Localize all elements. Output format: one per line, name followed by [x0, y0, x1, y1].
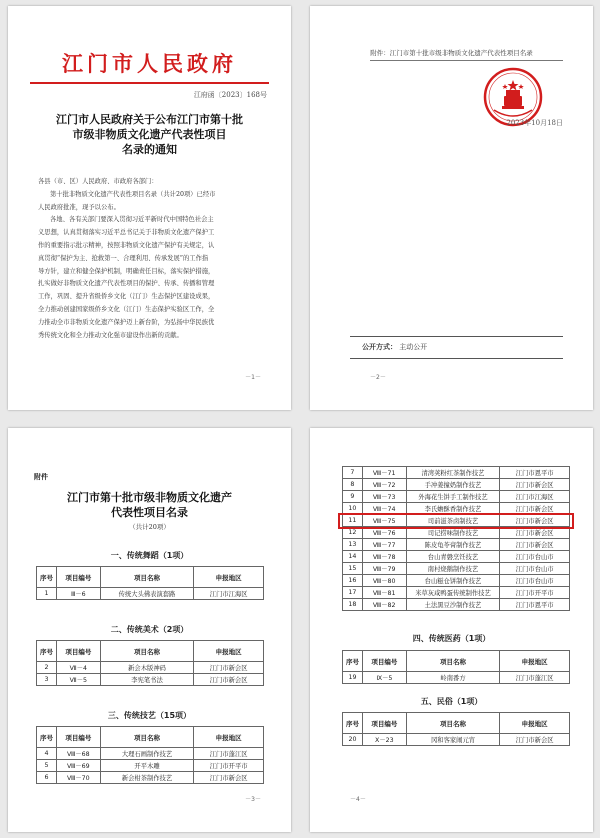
- cell-region: 江门市新会区: [500, 479, 570, 491]
- cell-seq: 5: [37, 760, 57, 772]
- cell-project: 开平木雕: [100, 760, 194, 772]
- document-page-2: [310, 6, 593, 410]
- cell-region: 江门市江海区: [500, 491, 570, 503]
- notice-title-line: 名录的通知: [122, 143, 177, 156]
- cell-region: 江门市台山市: [500, 563, 570, 575]
- cell-region: 江门市新会区: [194, 772, 264, 784]
- cell-seq: 15: [343, 563, 363, 575]
- footer-rule: [350, 358, 563, 359]
- disclosure-label: 公开方式：: [362, 342, 397, 351]
- cell-project: 新会柑茶制作技艺: [100, 772, 194, 784]
- cell-code: Ⅷ－73: [362, 491, 406, 503]
- cell-region: 江门市新会区: [500, 527, 570, 539]
- list-title-line: 代表性项目名录: [111, 506, 188, 519]
- cell-region: 江门市新会区: [500, 734, 570, 746]
- table-row: [343, 491, 570, 503]
- cell-seq: 16: [343, 575, 363, 587]
- cell-region: 江门市江海区: [194, 588, 264, 600]
- cell-code: Ⅸ－5: [362, 672, 406, 684]
- table-row: [343, 672, 570, 684]
- cell-project: 陈皮龟苓膏制作技艺: [406, 539, 500, 551]
- project-table: [36, 566, 264, 600]
- cell-seq: 13: [343, 539, 363, 551]
- cell-code: Ⅷ－74: [362, 503, 406, 515]
- cell-code: Ⅷ－70: [56, 772, 100, 784]
- cell-code: Ⅲ－6: [56, 588, 100, 600]
- cell-seq: 2: [37, 662, 57, 674]
- cell-code: Ⅷ－82: [362, 599, 406, 611]
- cell-project: 外海花生饼手工制作技艺: [406, 491, 500, 503]
- cell-code: Ⅷ－78: [362, 551, 406, 563]
- col-header: 项目编号: [362, 651, 406, 672]
- cell-seq: 18: [343, 599, 363, 611]
- table-row: [343, 479, 570, 491]
- cell-seq: 9: [343, 491, 363, 503]
- col-header: 项目名称: [406, 651, 499, 672]
- cell-region: 江门市蓬江区: [194, 748, 264, 760]
- notice-title-line: 市级非物质文化遗产代表性项目: [72, 128, 227, 141]
- cell-code: Ⅶ－5: [56, 674, 100, 686]
- col-header: 申报地区: [500, 713, 570, 734]
- body-line: 扎实做好非物质文化遗产代表性项目的保护、传承、传播和管理: [38, 280, 215, 288]
- section-title: 四、传统医药（1项）: [412, 634, 491, 643]
- body-line: 第十批非物质文化遗产代表性项目名录（共计20项）已经市: [50, 190, 216, 198]
- body-line: 作的重要指示批示精神，按照非物质文化遗产保护有关规定，认: [38, 241, 215, 249]
- cell-seq: 14: [343, 551, 363, 563]
- table-row: [37, 760, 264, 772]
- cell-code: Ⅷ－76: [362, 527, 406, 539]
- table-row: [343, 539, 570, 551]
- cell-code: Ⅷ－71: [362, 467, 406, 479]
- document-page-1: [8, 6, 291, 410]
- cell-project: 司前滋茶卤制技艺: [406, 515, 500, 527]
- col-header: 申报地区: [194, 567, 264, 588]
- cell-region: 江门市开平市: [500, 587, 570, 599]
- attachment-label: 附件: [34, 473, 48, 481]
- highlight-box: [338, 513, 574, 529]
- col-header: 项目名称: [100, 727, 194, 748]
- table-row: [37, 772, 264, 784]
- section-title: 二、传统美术（2项）: [110, 625, 189, 634]
- page-number: －2－: [370, 374, 386, 381]
- attachment-header: 附件：江门市第十批市级非物质文化遗产代表性项目名录: [370, 49, 533, 57]
- cell-project: 大理石画制作技艺: [100, 748, 194, 760]
- cell-project: 清湾荚粉红茶制作技艺: [406, 467, 500, 479]
- body-line: 秀传统文化和全力推动文化强市建设作出新的贡献。: [38, 331, 183, 339]
- col-header: 项目名称: [100, 567, 194, 588]
- section-title: 三、传统技艺（15项）: [107, 711, 192, 720]
- document-page-4: [310, 428, 593, 832]
- cell-seq: 7: [343, 467, 363, 479]
- document-number: 江府函〔2023〕168号: [193, 91, 267, 99]
- table-row: [343, 575, 570, 587]
- table-row: [343, 734, 570, 746]
- col-header: 序号: [37, 567, 57, 588]
- col-header: 项目编号: [56, 641, 100, 662]
- project-table-continued: [342, 466, 570, 611]
- cell-region: 江门市新会区: [500, 503, 570, 515]
- table-row: [37, 748, 264, 760]
- cell-code: Ⅷ－80: [362, 575, 406, 587]
- cell-code: Ⅷ－77: [362, 539, 406, 551]
- cell-project: 米草灰咸鸭蛋传统制作技艺: [406, 587, 500, 599]
- table-row: [37, 588, 264, 600]
- col-header: 项目编号: [56, 567, 100, 588]
- cell-project: 司记捞味制作技艺: [406, 527, 500, 539]
- table-row: [343, 587, 570, 599]
- section-title: 五、民俗（1项）: [420, 697, 483, 706]
- list-subtitle: （共计20项）: [129, 523, 170, 531]
- cell-project: 冈和客家闹元宵: [406, 734, 500, 746]
- col-header: 序号: [37, 641, 57, 662]
- project-table: [36, 726, 264, 784]
- body-line: 各地、各有关部门要深入贯彻习近平新时代中国特色社会主: [50, 216, 214, 224]
- cell-code: Ⅷ－81: [362, 587, 406, 599]
- cell-region: 江门市蓬江区: [500, 672, 570, 684]
- document-page-3: [8, 428, 291, 832]
- cell-seq: 3: [37, 674, 57, 686]
- disclosure-value: 主动公开: [399, 343, 428, 351]
- cell-project: 手冲姜撞奶制作技艺: [406, 479, 500, 491]
- disclosure-method: [362, 342, 427, 352]
- cell-project: 李宪笔书法: [100, 674, 193, 686]
- cell-seq: 8: [343, 479, 363, 491]
- cell-seq: 11: [343, 515, 363, 527]
- cell-region: 江门市台山市: [500, 551, 570, 563]
- col-header: 序号: [343, 651, 363, 672]
- cell-seq: 19: [343, 672, 363, 684]
- page-number: －4－: [350, 796, 366, 803]
- cell-code: Ⅷ－72: [362, 479, 406, 491]
- col-header: 序号: [37, 727, 57, 748]
- cell-region: 江门市新会区: [194, 674, 264, 686]
- page-number: －1－: [245, 374, 261, 381]
- body-line: 全力推动创建国家级侨乡文化（江门）生态保护实验区工作，全: [38, 305, 215, 313]
- cell-project: 新会木版神码: [100, 662, 193, 674]
- cell-code: Ⅶ－4: [56, 662, 100, 674]
- cell-code: Ⅹ－23: [362, 734, 406, 746]
- cell-region: 江门市台山市: [500, 575, 570, 587]
- cell-region: 江门市新会区: [500, 539, 570, 551]
- issuer-title: 江门市人民政府: [62, 51, 237, 76]
- cell-project: 南村烧鹅制作技艺: [406, 563, 500, 575]
- col-header: 序号: [343, 713, 363, 734]
- cell-region: 江门市新会区: [194, 662, 264, 674]
- section-title: 一、传统舞蹈（1项）: [110, 551, 189, 560]
- body-line: 义思想，认真贯彻落实习近平总书记关于非物质文化遗产保护工: [38, 229, 215, 237]
- table-row: [343, 467, 570, 479]
- red-divider: [30, 82, 269, 84]
- notice-title-line: 江门市人民政府关于公布江门市第十批: [56, 113, 243, 126]
- cell-project: 台山糍仓饼制作技艺: [406, 575, 500, 587]
- cell-code: Ⅷ－79: [362, 563, 406, 575]
- col-header: 项目名称: [406, 713, 500, 734]
- cell-seq: 10: [343, 503, 363, 515]
- cell-region: 江门市恩平市: [500, 599, 570, 611]
- cell-seq: 20: [343, 734, 363, 746]
- project-table: [342, 650, 570, 684]
- cell-seq: 6: [37, 772, 57, 784]
- project-table: [342, 712, 570, 746]
- list-title-line: 江门市第十批市级非物质文化遗产: [67, 491, 232, 504]
- list-title: [28, 490, 271, 520]
- col-header: 项目名称: [100, 641, 193, 662]
- table-row: [343, 563, 570, 575]
- cell-region: 江门市新会区: [500, 515, 570, 527]
- body-line: 人民政府批准，现予以公布。: [38, 203, 120, 211]
- cell-project: 传统大头佛表演套路: [100, 588, 194, 600]
- col-header: 申报地区: [500, 651, 570, 672]
- header-rule: [370, 60, 563, 61]
- cell-code: Ⅷ－68: [56, 748, 100, 760]
- table-row: [343, 551, 570, 563]
- cell-project: 岭南番方: [406, 672, 499, 684]
- cell-region: 江门市开平市: [194, 760, 264, 772]
- cell-code: Ⅷ－69: [56, 760, 100, 772]
- cell-project: 台山青磐烹饪技艺: [406, 551, 500, 563]
- body-line: 导方针，建立和健全保护机制，明确责任目标，落实保护措施，: [38, 267, 215, 275]
- notice-body: [38, 176, 265, 342]
- issue-date: 2023年10月18日: [506, 119, 563, 127]
- cell-project: 土法黑豆沙制作技艺: [406, 599, 500, 611]
- cell-code: Ⅷ－75: [362, 515, 406, 527]
- addressee: 各县（市、区）人民政府、市政府各部门：: [38, 178, 158, 185]
- cell-seq: 12: [343, 527, 363, 539]
- table-row: [37, 662, 264, 674]
- cell-region: 江门市恩平市: [500, 467, 570, 479]
- col-header: 项目编号: [56, 727, 100, 748]
- cell-seq: 4: [37, 748, 57, 760]
- project-table: [36, 640, 264, 686]
- table-row: [37, 674, 264, 686]
- cell-seq: 17: [343, 587, 363, 599]
- footer-rule: [350, 336, 563, 337]
- col-header: 申报地区: [194, 641, 264, 662]
- page-number: －3－: [245, 796, 261, 803]
- body-line: 真贯彻“保护为主、抢救第一、合理利用、传承发展”的工作指: [38, 254, 209, 262]
- notice-title: [38, 112, 261, 157]
- body-line: 力推动全市非物质文化遗产保护迈上新台阶，为弘扬中华民族优: [38, 318, 215, 326]
- body-line: 工作，巩固、提升省级侨乡文化（江门）生态保护区建设成果，: [38, 293, 215, 301]
- col-header: 申报地区: [194, 727, 264, 748]
- cell-seq: 1: [37, 588, 57, 600]
- col-header: 项目编号: [362, 713, 406, 734]
- cell-project: 李氏蟾酥香制作技艺: [406, 503, 500, 515]
- table-row: [343, 599, 570, 611]
